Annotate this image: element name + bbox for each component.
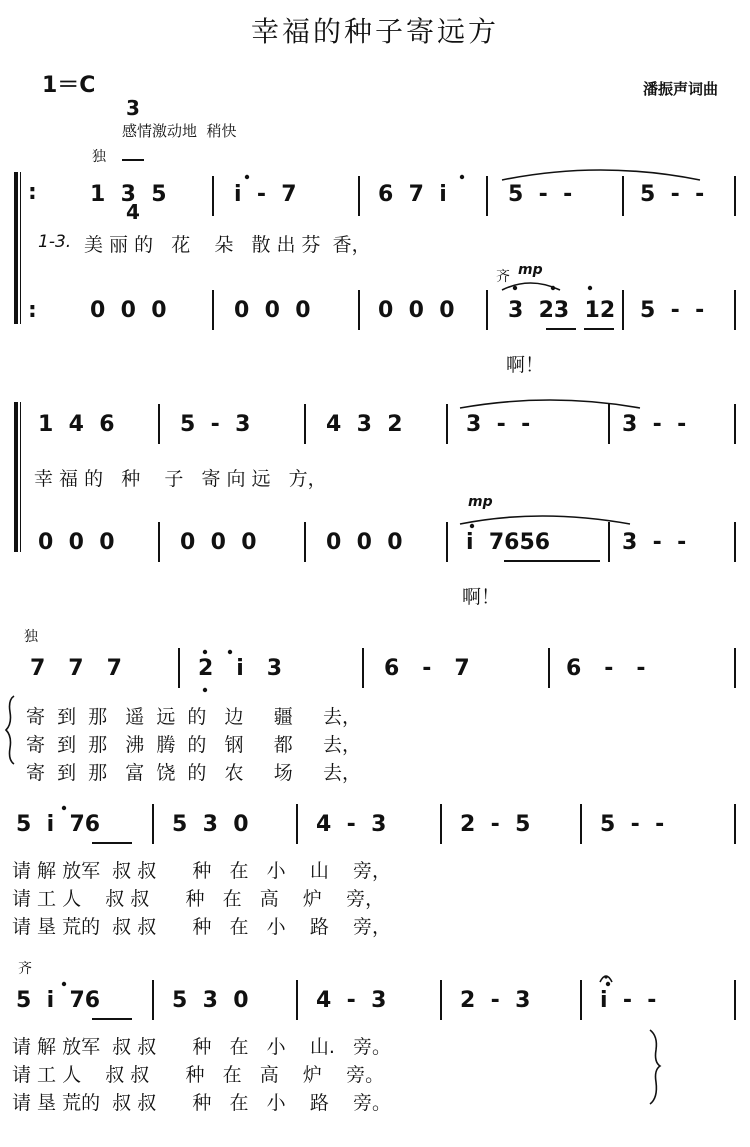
repeat-sign: : [28,298,37,323]
measure-notes: 5 - - [600,812,665,837]
measure-notes: 0 0 0 [90,298,167,323]
lyric-line: 请 工 人 叔 叔 种 在 高 炉 旁。 [12,1064,385,1086]
solo-marking: 独 [24,629,38,645]
measure-notes: 6 - 7 [384,656,470,681]
measure-notes: 5 3 0 [172,988,249,1013]
song-title: 幸福的种子寄远方 [250,15,499,48]
tempo-marking: 感情激动地 稍快 [122,122,237,140]
lyric-line: 幸 福 的 种 子 寄 向 远 方， [34,468,327,490]
measure-notes: 3 - - [622,530,687,555]
verse-brace [650,1030,660,1104]
measure-notes: 0 0 0 [180,530,257,555]
time-denominator: 4 [126,200,140,224]
measure-notes: 3 - - [622,412,687,437]
measure-notes: 5 i 76 [16,812,101,837]
measure-notes: 1 4 6 [38,412,115,437]
measure-notes: 4 3 2 [326,412,403,437]
tie-slur [460,400,640,408]
lyric-line: 请 工 人 叔 叔 种 在 高 炉 旁， [12,888,385,910]
composer-credit: 潘振声词曲 [642,80,718,98]
lyric-line: 请 垦 荒的 叔 叔 种 在 小 路 旁， [12,916,391,938]
measure-notes: 0 0 0 [326,530,403,555]
measure-notes: 5 - 3 [180,412,251,437]
tie-slur [502,170,700,180]
measure-notes: 5 - - [640,182,705,207]
measure-notes: 6 - - [566,656,646,681]
dynamic-marking: mp [518,262,543,278]
measure-notes: 5 - - [508,182,573,207]
phrase-slur [460,516,630,524]
measure-notes: 2 i 3 [198,656,283,681]
tutti-marking: 齐 [18,961,32,977]
measure-notes: 5 i 76 [16,988,101,1013]
dynamic-marking: mp [468,494,493,510]
key-signature: 1＝C [42,73,96,98]
measure-notes: 0 0 0 [234,298,311,323]
measure-notes: 6 7 i [378,182,447,207]
tutti-marking: 齐 [496,269,510,285]
repeat-sign: : [28,180,37,205]
lyric-line: 啊！ [462,586,501,608]
lyric-line: 请 解 放军 叔 叔 种 在 小 山. 旁。 [12,1036,391,1058]
measure-notes: 7 7 7 [30,656,122,681]
verse-brace [6,696,14,764]
measure-notes: 0 0 0 [38,530,115,555]
measure-notes: 5 3 0 [172,812,249,837]
measure-notes: 1 3 5 [90,182,167,207]
measure-notes: 3 23 12 [508,298,616,323]
lyric-line: 啊！ [506,354,545,376]
measure-notes: 3 - - [466,412,531,437]
measure-notes: 0 0 0 [378,298,455,323]
lyric-line: 请 解 放军 叔 叔 种 在 小 山 旁， [12,860,391,882]
lyric-line: 寄 到 那 沸 腾 的 钢 都 去， [26,734,361,756]
time-numerator: 3 [126,96,140,120]
measure-notes: 4 - 3 [316,812,387,837]
measure-notes: i 7656 [466,530,551,555]
solo-marking: 独 [92,149,106,165]
measure-notes: 4 - 3 [316,988,387,1013]
lyric-line: 请 垦 荒的 叔 叔 种 在 小 路 旁。 [12,1092,391,1114]
measure-notes: 2 - 3 [460,988,531,1013]
lyric-line: 寄 到 那 富 饶 的 农 场 去， [26,762,361,784]
verse-number: 1-3. [38,232,72,252]
measure-notes: i - - [600,988,657,1013]
measure-notes: 5 - - [640,298,705,323]
lyric-line: 美 丽 的 花 朵 散 出 芬 香， [84,234,371,256]
measure-notes: i - 7 [234,182,297,207]
lyric-line: 寄 到 那 遥 远 的 边 疆 去， [26,706,361,728]
measure-notes: 2 - 5 [460,812,531,837]
